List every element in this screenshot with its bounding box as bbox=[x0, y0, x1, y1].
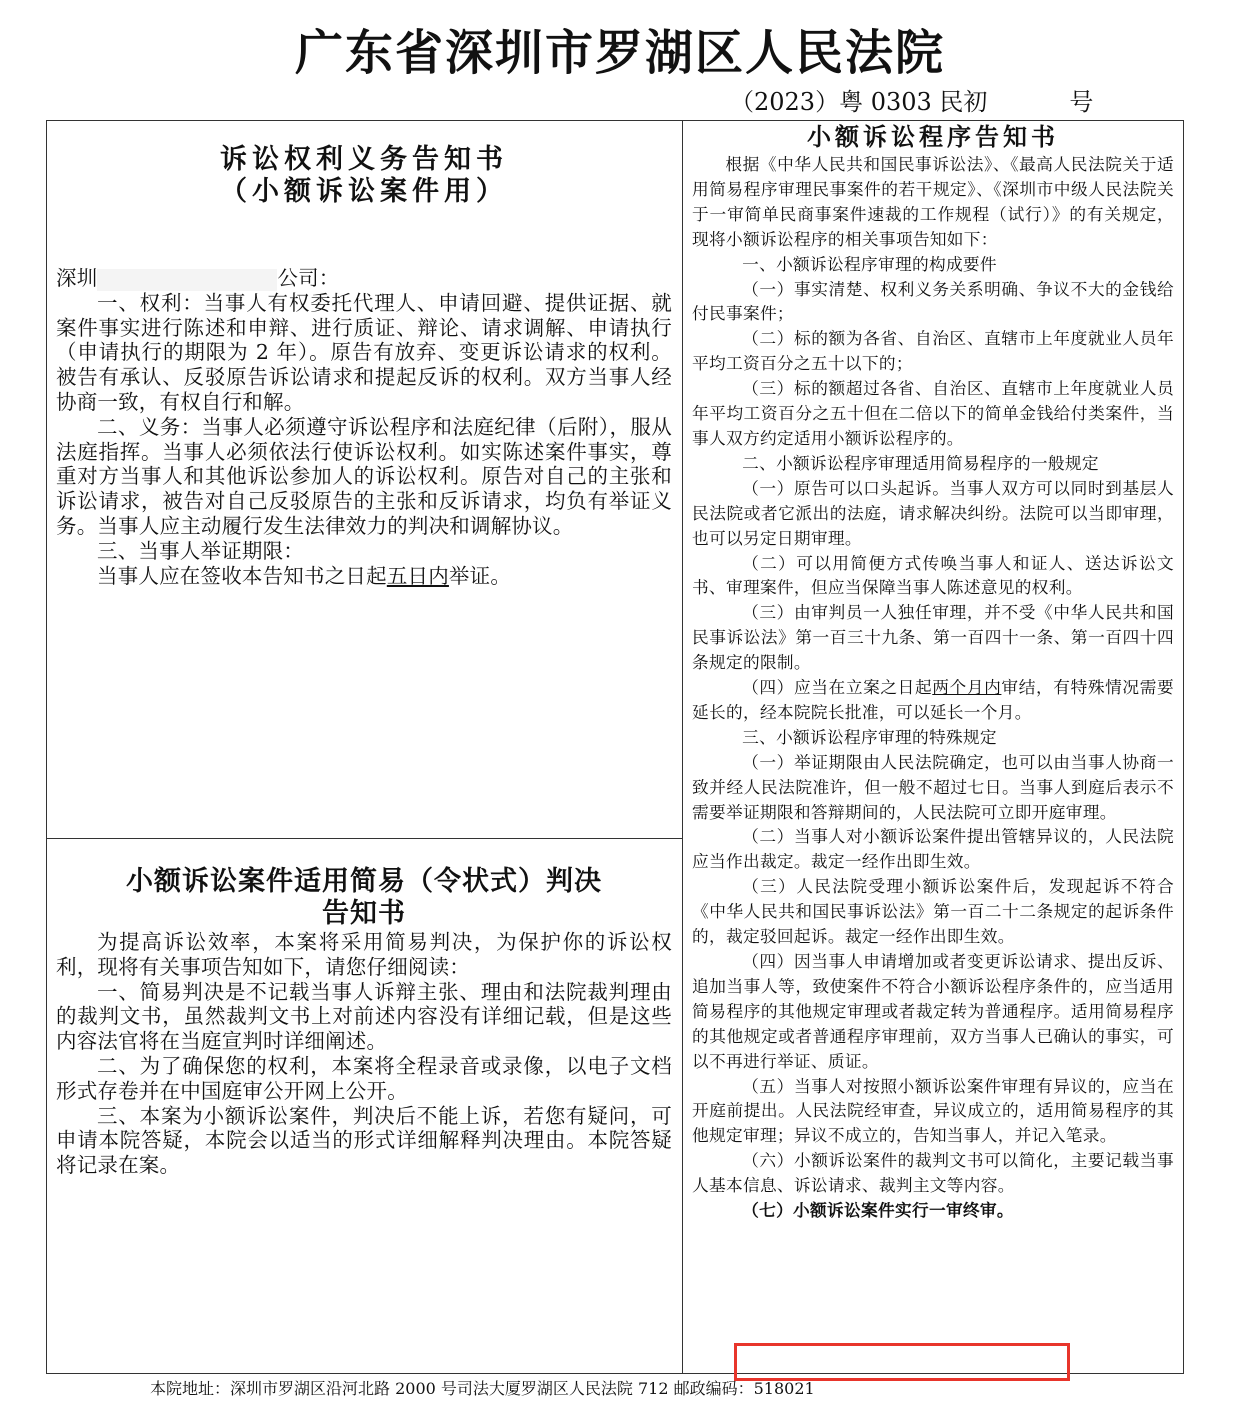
section-1-item-1: （一）事实清楚、权利义务关系明确、争议不大的金钱给付民事案件； bbox=[692, 278, 1174, 324]
addressee bbox=[56, 266, 672, 291]
case-number-suffix: 号 bbox=[1069, 88, 1094, 116]
section-3-heading: 三、小额诉讼程序审理的特殊规定 bbox=[742, 726, 997, 747]
section-2-item-4-post: 审结，有特殊情况需要延长的，经本院院长批准，可以延长一个月。 bbox=[692, 677, 1174, 722]
section-2-item-4-pre: （四）应当在立案之日起 bbox=[742, 677, 933, 698]
section-2-item-4 bbox=[692, 675, 1174, 725]
column-divider bbox=[682, 120, 683, 1374]
rights-notice-title: 诉讼权利义务告知书 bbox=[220, 144, 508, 175]
summary-judgment-title: 小额诉讼案件适用简易（令状式）判决 bbox=[126, 866, 602, 897]
evidence-heading: 三、当事人举证期限： bbox=[97, 538, 304, 563]
section-2-item-3: （三）由审判员一人独任审理，并不受《中华人民共和国民事诉讼法》第一百三十九条、第一百四十一条、第一百四十四条规定的限制。 bbox=[692, 602, 1174, 673]
section-1-item-3: （三）标的额超过各省、自治区、直辖市上年度就业人员年平均工资百分之五十但在二倍以下的简单金钱给付类案件，当事人双方约定适用小额诉讼程序的。 bbox=[692, 378, 1174, 448]
section-3-item-7: （七）小额诉讼案件实行一审终审。 bbox=[742, 1200, 1014, 1221]
evidence-deadline: 五日内 bbox=[386, 563, 449, 588]
summary-judgment-subtitle: 告知书 bbox=[322, 898, 406, 929]
case-number-redaction bbox=[987, 91, 1069, 117]
section-3-item-3: （三）人民法院受理小额诉讼案件后，发现起诉不符合《中华人民共和国民事诉讼法》第一百二十二条规定的起诉条件的，裁定驳回起诉。裁定一经作出即生效。 bbox=[692, 876, 1174, 947]
row-divider bbox=[46, 838, 682, 839]
court-title: 广东省深圳市罗湖区人民法院 bbox=[294, 25, 945, 81]
summary-intro: 为提高诉讼效率，本案将采用简易判决，为保护你的诉讼权利，现将有关事项告知如下，请您仔细阅读： bbox=[56, 930, 672, 979]
addressee-start: 深圳 bbox=[56, 266, 98, 290]
section-1-heading: 一、小额诉讼程序审理的构成要件 bbox=[742, 253, 997, 274]
case-number-prefix: （2023）粤 0303 民初 bbox=[730, 88, 988, 116]
duties-paragraph: 二、义务：当事人必须遵守诉讼程序和法庭纪律（后附），服从法庭指挥。当事人必须依法行使诉讼权利。如实陈述案件事实，尊重对方当事人和其他诉讼参加人的诉讼权利。原告对自己的主张和诉讼请求，被告对自己反驳原告的主张和反诉请求，均负有举证义务。当事人应主动履行发生法律效力的判决和调解协议。 bbox=[56, 414, 672, 538]
evidence-paragraph bbox=[56, 564, 672, 589]
section-3-item-1: （一）举证期限由人民法院确定，也可以由当事人协商一致并经人民法院准许，但一般不超过七日。当事人到庭后表示不需要举证期限和答辩期间的，人民法院可立即开庭审理。 bbox=[692, 751, 1174, 822]
summary-item-3: 三、本案为小额诉讼案件，判决后不能上诉，若您有疑问，可申请本院答疑，本院会以适当的形式详细解释判决理由。本院答疑将记录在案。 bbox=[56, 1103, 672, 1178]
addressee-end: 公司： bbox=[277, 266, 340, 290]
summary-judgment-notice bbox=[56, 848, 672, 1368]
section-2-item-1: （一）原告可以口头起诉。当事人双方可以同时到基层人民法院或者它派出的法庭，请求解决纠纷。法院可以当即审理，也可以另定日期审理。 bbox=[692, 477, 1174, 548]
rights-notice-subtitle: （小额诉讼案件用） bbox=[220, 176, 508, 207]
section-2-item-2: （二）可以用简便方式传唤当事人和证人、送达诉讼文书、审理案件，但应当保障当事人陈述意见的权利。 bbox=[692, 552, 1174, 598]
rights-paragraph: 一、权利：当事人有权委托代理人、申请回避、提供证据、就案件事实进行陈述和申辩、进行质证、辩论、请求调解、申请执行（申请执行的期限为 2 年）。原告有放弃、变更诉讼请求的权利。被告有承认、反驳原告诉讼请求和提起反诉的权利。双方当事人经协商一致，有权自行和解。 bbox=[56, 290, 672, 414]
evidence-text-post: 举证。 bbox=[448, 563, 512, 588]
court-address-footer: 本院地址：深圳市罗湖区沿河北路 2000 号司法大厦罗湖区人民法院 712 邮政编码：518021 bbox=[150, 1379, 815, 1398]
case-number bbox=[730, 82, 1093, 117]
summary-item-2: 二、为了确保您的权利，本案将全程录音或录像，以电子文档形式存卷并在中国庭审公开网上公开。 bbox=[56, 1053, 672, 1103]
summary-item-1: 一、简易判决是不记载当事人诉辩主张、理由和法院裁判理由的裁判文书，虽然裁判文书上对前述内容没有详细记载，但是这些内容法官将在当庭宣判时详细阐述。 bbox=[56, 979, 672, 1054]
evidence-text-pre: 当事人应在签收本告知书之日起 bbox=[97, 563, 387, 588]
section-2-heading: 二、小额诉讼程序审理适用简易程序的一般规定 bbox=[742, 452, 1099, 473]
section-1-item-2: （二）标的额为各省、自治区、直辖市上年度就业人员年平均工资百分之五十以下的； bbox=[692, 328, 1174, 374]
procedure-intro: 根据《中华人民共和国民事诉讼法》、《最高人民法院关于适用简易程序审理民事案件的若干规定》、《深圳市中级人民法院关于一审简单民商事案件速裁的工作规程（试行）》的有关规定，现将小额诉讼程序的相关事项告知如下： bbox=[692, 154, 1174, 249]
trial-deadline: 两个月内 bbox=[932, 677, 1002, 698]
addressee-redaction bbox=[97, 269, 277, 291]
section-3-item-2: （二）当事人对小额诉讼案件提出管辖异议的，人民法院应当作出裁定。裁定一经作出即生效。 bbox=[692, 826, 1174, 872]
small-claims-procedure-notice bbox=[692, 122, 1174, 1374]
rights-duties-notice bbox=[56, 130, 672, 830]
section-3-item-4: （四）因当事人申请增加或者变更诉讼请求、提出反诉、追加当事人等，致使案件不符合小额诉讼程序条件的，应当适用简易程序的其他规定审理或者裁定转为普通程序。适用简易程序的其他规定或者普通程序审理前，双方当事人已确认的事实，可以不再进行举证、质证。 bbox=[692, 951, 1174, 1071]
section-3-item-6: （六）小额诉讼案件的裁判文书可以简化，主要记载当事人基本信息、诉讼请求、裁判主文等内容。 bbox=[692, 1150, 1174, 1196]
procedure-notice-title: 小额诉讼程序告知书 bbox=[807, 123, 1059, 151]
section-3-item-5: （五）当事人对按照小额诉讼案件审理有异议的，应当在开庭前提出。人民法院经审查，异议成立的，适用简易程序的其他规定审理；异议不成立的，告知当事人，并记入笔录。 bbox=[692, 1075, 1174, 1146]
